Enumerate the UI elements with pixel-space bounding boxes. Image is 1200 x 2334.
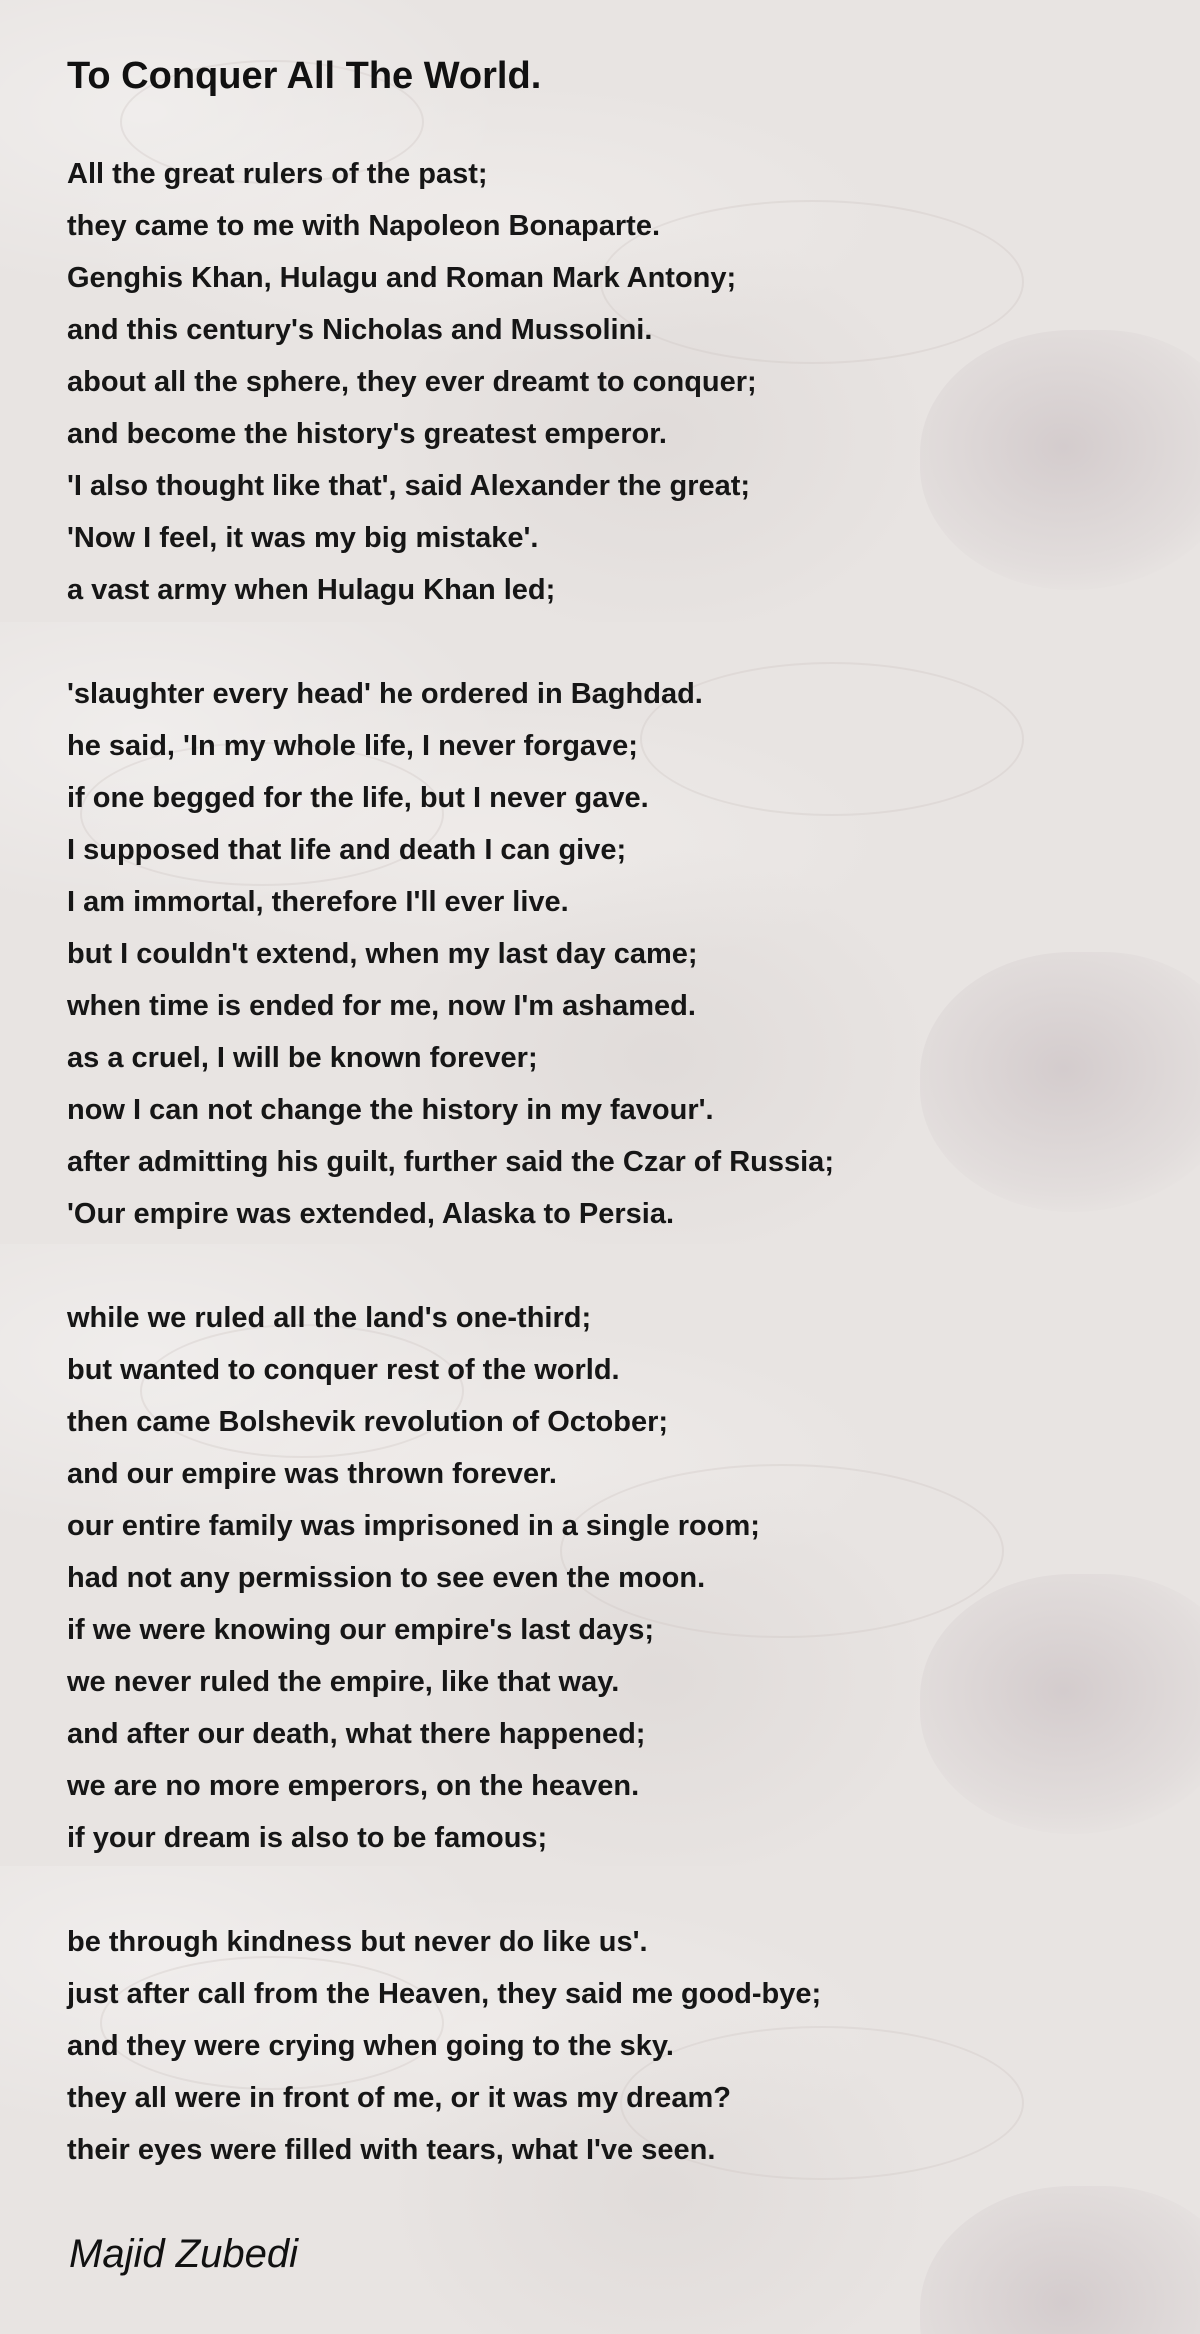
poem-line: and they were crying when going to the sky. bbox=[67, 2030, 674, 2062]
poem-line: just after call from the Heaven, they said me good-bye; bbox=[67, 1978, 822, 2010]
poem-line: and become the history's greatest emperor. bbox=[67, 418, 667, 450]
poem-line: as a cruel, I will be known forever; bbox=[67, 1042, 538, 1074]
poem-line: about all the sphere, they ever dreamt to conquer; bbox=[67, 366, 757, 398]
ink-blot bbox=[920, 2186, 1200, 2334]
poem-line: they all were in front of me, or it was my dream? bbox=[67, 2082, 731, 2114]
poem-line: their eyes were filled with tears, what I've seen. bbox=[67, 2134, 716, 2166]
stanza bbox=[67, 1292, 760, 1864]
poem-line: now I can not change the history in my favour'. bbox=[67, 1094, 714, 1126]
stanza bbox=[67, 1916, 821, 2176]
poem-line: we never ruled the empire, like that way. bbox=[67, 1666, 620, 1698]
poem-line: while we ruled all the land's one-third; bbox=[67, 1302, 592, 1334]
poem-line: I supposed that life and death I can give; bbox=[67, 834, 627, 866]
poem-line: Genghis Khan, Hulagu and Roman Mark Antony; bbox=[67, 262, 737, 294]
poem-line: a vast army when Hulagu Khan led; bbox=[67, 574, 556, 606]
poem-line: then came Bolshevik revolution of October; bbox=[67, 1406, 669, 1438]
poem-line: our entire family was imprisoned in a single room; bbox=[67, 1510, 760, 1542]
poem-line: he said, 'In my whole life, I never forgave; bbox=[67, 730, 638, 762]
poem-line: All the great rulers of the past; bbox=[67, 158, 488, 190]
poem-line: when time is ended for me, now I'm ashamed. bbox=[67, 990, 696, 1022]
poem-title: To Conquer All The World. bbox=[67, 55, 542, 97]
poem-line: and our empire was thrown forever. bbox=[67, 1458, 557, 1490]
poem-line: had not any permission to see even the moon. bbox=[67, 1562, 706, 1594]
poem-line: but wanted to conquer rest of the world. bbox=[67, 1354, 620, 1386]
poem-line: if one begged for the life, but I never gave. bbox=[67, 782, 649, 814]
poem-author: Majid Zubedi bbox=[69, 2232, 299, 2276]
ink-blot bbox=[920, 952, 1200, 1212]
poem-line: 'slaughter every head' he ordered in Baghdad. bbox=[67, 678, 703, 710]
poem-line: I am immortal, therefore I'll ever live. bbox=[67, 886, 569, 918]
poem-line: and after our death, what there happened; bbox=[67, 1718, 646, 1750]
poem-line: if we were knowing our empire's last days; bbox=[67, 1614, 655, 1646]
poem-line: after admitting his guilt, further said the Czar of Russia; bbox=[67, 1146, 834, 1178]
poem-line: if your dream is also to be famous; bbox=[67, 1822, 548, 1854]
poem-line: 'Our empire was extended, Alaska to Persia. bbox=[67, 1198, 675, 1230]
poem-line: 'Now I feel, it was my big mistake'. bbox=[67, 522, 539, 554]
ink-blot bbox=[920, 330, 1200, 590]
ink-blot bbox=[920, 1574, 1200, 1834]
poem-line: be through kindness but never do like us'. bbox=[67, 1926, 648, 1958]
poem-line: and this century's Nicholas and Mussolini. bbox=[67, 314, 653, 346]
stanza bbox=[67, 148, 757, 616]
poem-line: but I couldn't extend, when my last day came; bbox=[67, 938, 698, 970]
poem-line: 'I also thought like that', said Alexander the great; bbox=[67, 470, 751, 502]
stanza bbox=[67, 668, 834, 1240]
poem-line: we are no more emperors, on the heaven. bbox=[67, 1770, 640, 1802]
poem-line: they came to me with Napoleon Bonaparte. bbox=[67, 210, 660, 242]
